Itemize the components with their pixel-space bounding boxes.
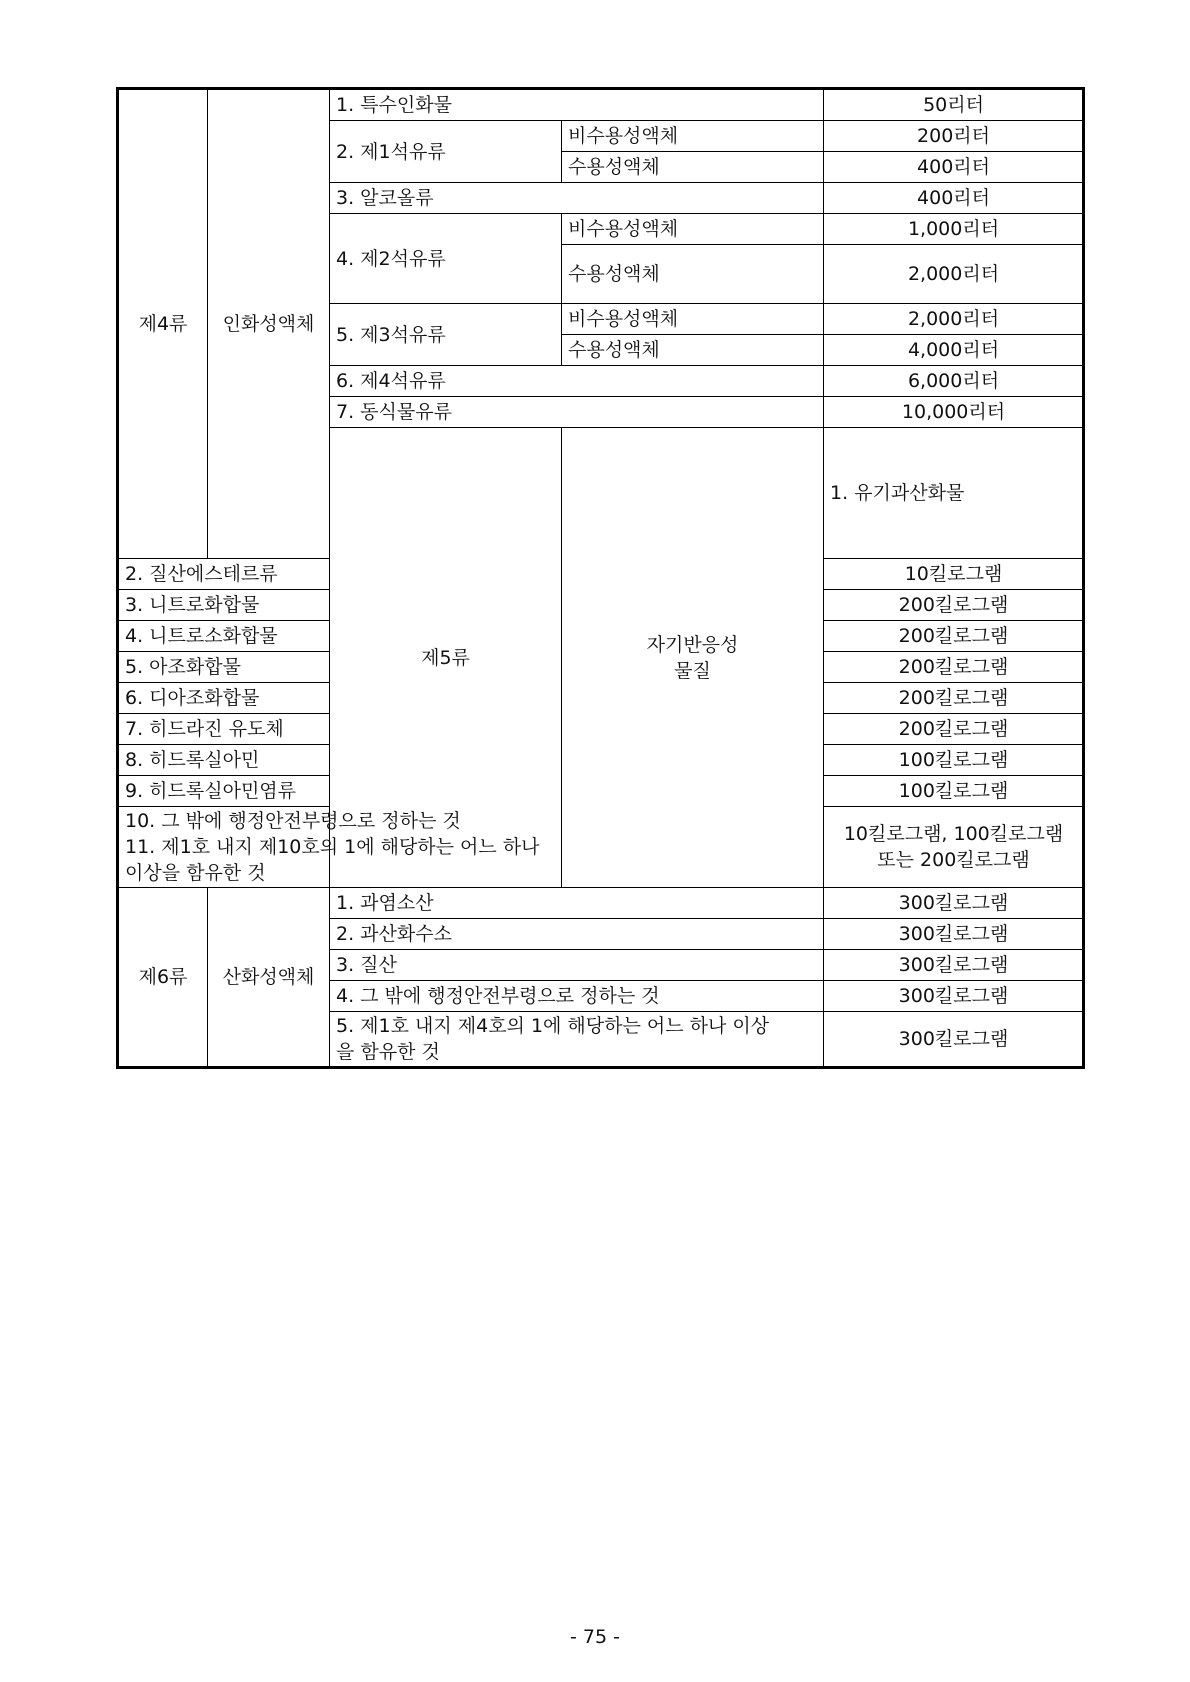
amount-cell: 10,000리터 <box>824 397 1084 428</box>
amount-cell <box>824 807 1084 888</box>
amount-cell: 2,000리터 <box>824 245 1084 304</box>
page-number: - 75 - <box>570 1626 620 1648</box>
amount-cell: 1,000리터 <box>824 214 1084 245</box>
item-name-cell: 2. 제1석유류 <box>330 121 562 183</box>
item-name-cell: 4. 그 밖에 행정안전부령으로 정하는 것 <box>330 981 824 1012</box>
item-name-line: 이상을 함유한 것 <box>125 862 266 884</box>
amount-cell: 200킬로그램 <box>824 621 1084 652</box>
property-cell: 산화성액체 <box>208 888 330 1068</box>
amount-line: 또는 200킬로그램 <box>877 849 1030 871</box>
item-name-cell: 3. 알코올류 <box>330 183 824 214</box>
amount-cell: 200킬로그램 <box>824 714 1084 745</box>
amount-cell: 6,000리터 <box>824 366 1084 397</box>
sub-type-cell: 비수용성액체 <box>562 304 824 335</box>
property-cell <box>562 428 824 888</box>
item-name-cell: 2. 과산화수소 <box>330 919 824 950</box>
item-name-cell: 4. 니트로소화합물 <box>118 621 330 652</box>
property-cell: 인화성액체 <box>208 89 330 559</box>
item-name-cell <box>118 807 540 888</box>
item-name-cell: 6. 디아조화합물 <box>118 683 330 714</box>
amount-cell: 200킬로그램 <box>824 590 1084 621</box>
sub-type-cell: 비수용성액체 <box>562 121 824 152</box>
item-name-line: 11. 제1호 내지 제10호의 1에 해당하는 어느 하나 <box>125 836 540 858</box>
item-name-cell <box>330 1012 824 1068</box>
item-name-cell: 5. 아조화합물 <box>118 652 330 683</box>
item-name-cell: 7. 히드라진 유도체 <box>118 714 330 745</box>
item-name-cell: 4. 제2석유류 <box>330 214 562 304</box>
amount-cell: 300킬로그램 <box>824 981 1084 1012</box>
item-name-cell: 1. 특수인화물 <box>330 89 824 121</box>
amount-cell: 400리터 <box>824 152 1084 183</box>
amount-cell: 300킬로그램 <box>824 919 1084 950</box>
item-name-cell: 5. 제3석유류 <box>330 304 562 366</box>
amount-line: 10킬로그램, 100킬로그램 <box>843 823 1064 845</box>
item-name-cell: 1. 과염소산 <box>330 888 824 919</box>
amount-cell: 300킬로그램 <box>824 1012 1084 1068</box>
class-cell: 제5류 <box>330 428 562 888</box>
item-name-cell: 8. 히드록실아민 <box>118 745 330 776</box>
property-line: 물질 <box>674 659 711 682</box>
item-name-cell: 2. 질산에스테르류 <box>118 559 330 590</box>
table-row <box>118 888 1084 919</box>
item-name-cell: 7. 동식물유류 <box>330 397 824 428</box>
table-row <box>118 89 1084 121</box>
amount-cell: 50리터 <box>824 89 1084 121</box>
item-name-cell: 3. 질산 <box>330 950 824 981</box>
item-name-cell: 3. 니트로화합물 <box>118 590 330 621</box>
property-line: 자기반응성 <box>646 633 739 656</box>
item-name-line: 10. 그 밖에 행정안전부령으로 정하는 것 <box>125 810 461 832</box>
amount-cell: 100킬로그램 <box>824 776 1084 807</box>
class-cell: 제6류 <box>118 888 208 1068</box>
item-name-line: 5. 제1호 내지 제4호의 1에 해당하는 어느 하나 이상 <box>336 1015 770 1037</box>
amount-cell: 200리터 <box>824 121 1084 152</box>
sub-type-cell: 수용성액체 <box>562 335 824 366</box>
amount-cell: 100킬로그램 <box>824 745 1084 776</box>
sub-type-cell: 비수용성액체 <box>562 214 824 245</box>
item-name-cell: 9. 히드록실아민염류 <box>118 776 330 807</box>
item-name-cell: 1. 유기과산화물 <box>824 428 1084 559</box>
sub-type-cell: 수용성액체 <box>562 152 824 183</box>
amount-cell: 2,000리터 <box>824 304 1084 335</box>
hazardous-materials-table <box>116 87 1085 1069</box>
class-cell: 제4류 <box>118 89 208 559</box>
item-name-line: 을 함유한 것 <box>336 1041 440 1063</box>
item-name-cell: 6. 제4석유류 <box>330 366 824 397</box>
sub-type-cell: 수용성액체 <box>562 245 824 304</box>
amount-cell: 400리터 <box>824 183 1084 214</box>
amount-cell: 200킬로그램 <box>824 683 1084 714</box>
amount-cell: 10킬로그램 <box>824 559 1084 590</box>
amount-cell: 200킬로그램 <box>824 652 1084 683</box>
amount-cell: 4,000리터 <box>824 335 1084 366</box>
amount-cell: 300킬로그램 <box>824 950 1084 981</box>
amount-cell: 300킬로그램 <box>824 888 1084 919</box>
